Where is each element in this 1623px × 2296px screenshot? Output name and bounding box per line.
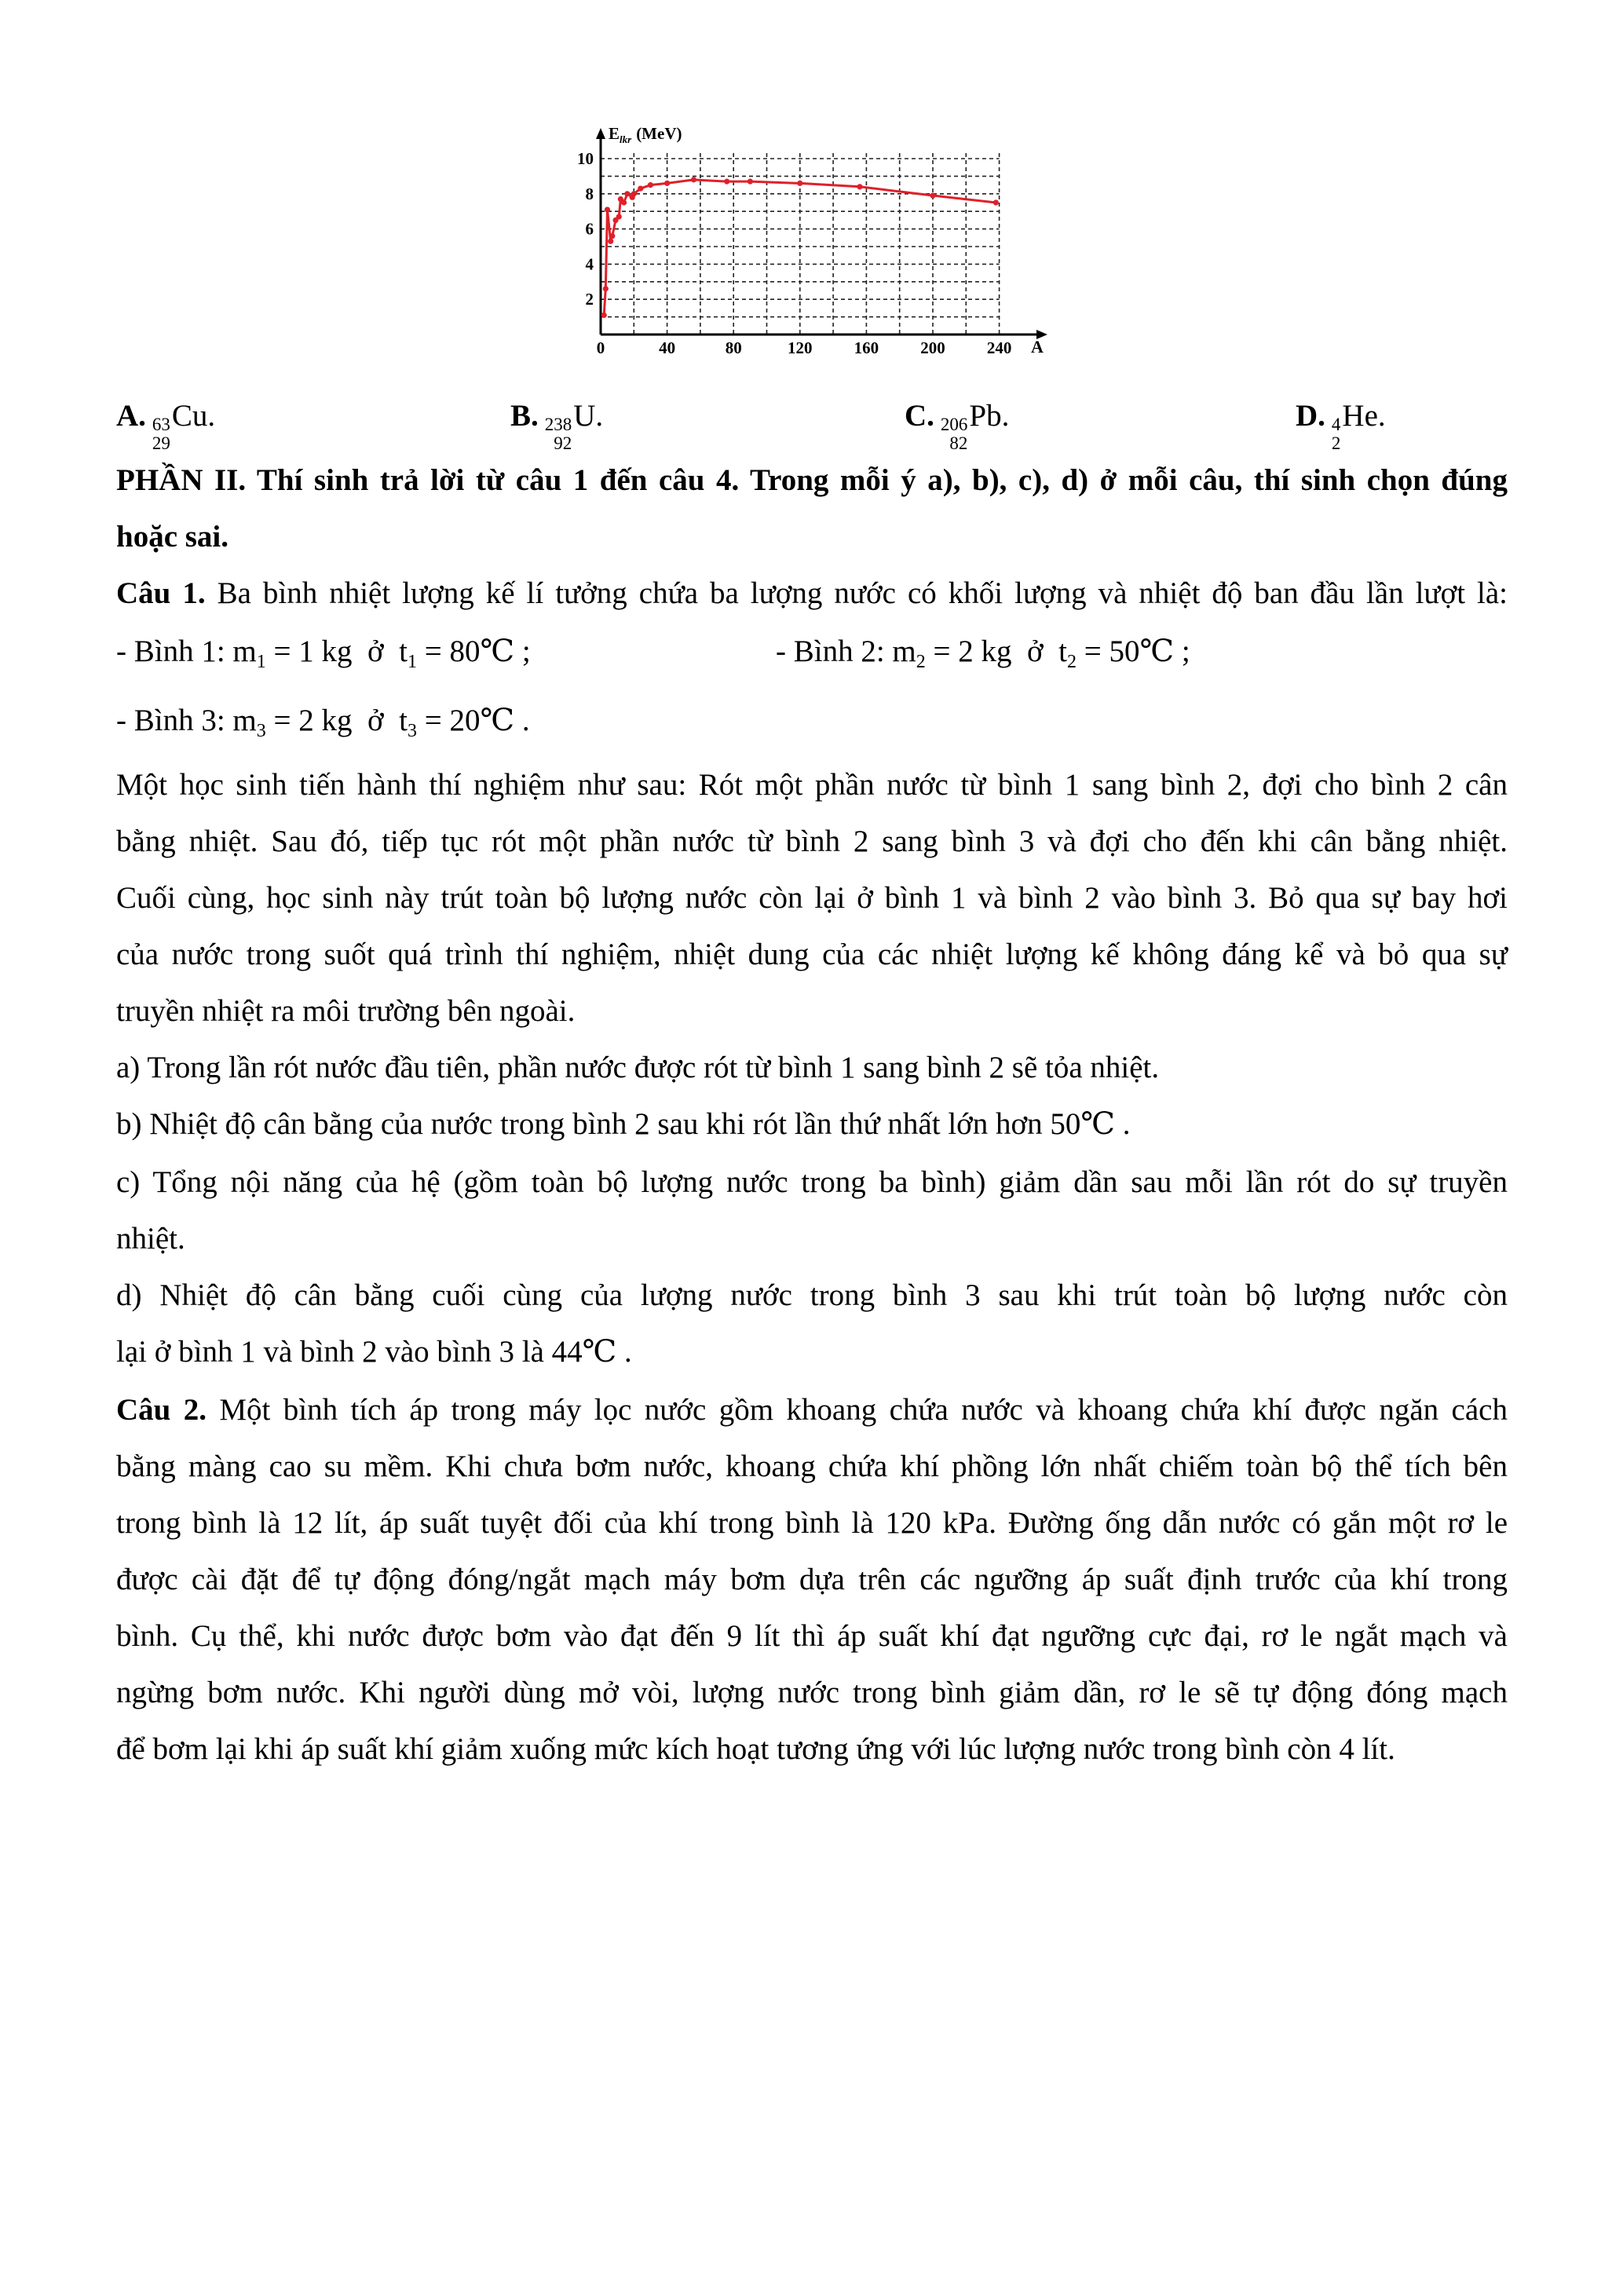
x-tick-label: 0 [596, 338, 605, 357]
option-a[interactable] [116, 388, 215, 453]
y-tick-labels [577, 149, 594, 309]
x-tick-labels [597, 338, 1012, 357]
cau2-line3: trong bình là 12 lít, áp suất tuyệt đối của khí trong bình là 120 kPa. Đường ống dẫn nước có gắn một rơ le [116, 1506, 1508, 1540]
cau1-statement-a[interactable]: a) Trong lần rót nước đầu tiên, phần nước được rót từ bình 1 sang bình 2 sẽ tỏa nhiệt. [116, 1051, 1160, 1084]
isotope-numbers [152, 415, 170, 453]
part2-heading-line1: PHẦN II. Thí sinh trả lời từ câu 1 đến câu 4. Trong mỗi ý a), b), c), d) ở mỗi câu, thí sinh chọn đúng [116, 463, 1508, 497]
mass-symbol: m [232, 704, 257, 737]
binh1-line [116, 623, 531, 690]
mass-value: = 1 kg ở [265, 634, 400, 668]
atomic-number: 29 [152, 433, 170, 453]
data-point [609, 233, 615, 239]
temp-symbol: t [1058, 634, 1067, 668]
cau2-line4: được cài đặt để tự động đóng/ngắt mạch máy bơm dựa trên các ngưỡng áp suất định trước của khí trong [116, 1563, 1508, 1596]
cau1-statement-c-line1[interactable]: c) Tổng nội năng của hệ (gồm toàn bộ lượng nước trong ba bình) giảm dần sau mỗi lần rót do sự truyền [116, 1165, 1508, 1199]
binh3-line [116, 693, 530, 759]
cau2-line6: ngừng bơm nước. Khi người dùng mở vòi, lượng nước trong bình giảm dần, rơ le sẽ tự động đóng mạch [116, 1676, 1508, 1709]
y-tick-label: 10 [577, 149, 594, 168]
cau1-para-line3: Cuối cùng, học sinh này trút toàn bộ lượng nước còn lại ở bình 1 và bình 2 vào bình 3. Bỏ qua sự bay hơi [116, 881, 1508, 915]
x-tick-label: 240 [986, 338, 1012, 357]
cau1-statement-c-line2: nhiệt. [116, 1222, 185, 1256]
option-d[interactable] [1296, 388, 1386, 453]
data-point [605, 207, 610, 212]
isotope-numbers [941, 415, 968, 453]
cau1-para-line2: bằng nhiệt. Sau đó, tiếp tục rót một phần nước từ bình 2 sang bình 3 và đợi cho đến khi cân bằng nhiệt. [116, 824, 1508, 858]
data-point [616, 214, 622, 219]
cau2-first-text: Một bình tích áp trong máy lọc nước gồm khoang chứa nước và khoang chứa khí được ngăn cách [206, 1393, 1508, 1427]
element-symbol: U. [573, 399, 604, 433]
y-axis-label: $E_{lkr}$ (MeV) [609, 124, 682, 145]
cau1-intro [116, 565, 1508, 622]
temp-value: = 80℃ ; [416, 634, 531, 668]
chart-axes [596, 128, 1047, 339]
cau1-para-line5: truyền nhiệt ra môi trường bên ngoài. [116, 994, 576, 1028]
element-symbol: Cu. [171, 399, 216, 433]
y-tick-label: 6 [585, 219, 594, 239]
x-axis-label: A [1031, 337, 1044, 356]
binh3-prefix: - Bình 3: [116, 704, 233, 737]
question-label: Câu 2. [116, 1393, 207, 1427]
data-point [724, 179, 729, 185]
mass-symbol: m [892, 634, 916, 668]
temp-subscript: 2 [1066, 652, 1077, 672]
data-point [797, 181, 802, 186]
data-point [601, 313, 607, 318]
atomic-number: 92 [554, 433, 572, 453]
cau1-statement-b[interactable]: b) Nhiệt độ cân bằng của nước trong bình 2 sau khi rót lần thứ nhất lớn hơn 50℃ . [116, 1107, 1131, 1141]
x-tick-label: 120 [788, 338, 813, 357]
atomic-number: 2 [1331, 433, 1341, 453]
binding-energy-chart [550, 118, 1052, 361]
cau1-statement-d-line1[interactable]: d) Nhiệt độ cân bằng cuối cùng của lượng nước trong bình 3 sau khi trút toàn bộ lượng nước còn [116, 1278, 1508, 1312]
y-tick-label: 2 [585, 290, 594, 309]
data-point [648, 182, 653, 188]
y-axis-arrow [596, 128, 605, 139]
element-symbol: He. [1342, 399, 1386, 433]
x-tick-label: 40 [659, 338, 676, 357]
cau2-line2: bằng màng cao su mềm. Khi chưa bơm nước, khoang chứa khí phồng lớn nhất chiếm toàn bộ thể tích bên [116, 1450, 1508, 1483]
mass-subscript: 1 [256, 652, 266, 672]
option-label: C. [905, 399, 934, 433]
data-point [603, 286, 609, 291]
atomic-number: 82 [949, 433, 968, 453]
data-point [621, 199, 627, 205]
cau1-statement-d-line2: lại ở bình 1 và bình 2 vào bình 3 là 44℃ . [116, 1335, 632, 1369]
temp-value: = 50℃ ; [1076, 634, 1190, 668]
option-label: B. [510, 399, 539, 433]
mass-symbol: m [232, 634, 257, 668]
data-point [930, 192, 935, 198]
mass-number: 206 [940, 415, 968, 434]
binh2-line [776, 623, 1190, 690]
x-tick-label: 80 [725, 338, 742, 357]
y-tick-label: 8 [585, 184, 594, 203]
isotope-numbers [1332, 415, 1341, 453]
data-point [691, 177, 696, 182]
question-label: Câu 1. [116, 576, 206, 610]
x-tick-label: 200 [920, 338, 945, 357]
temp-symbol: t [399, 704, 408, 737]
cau1-para-line4: của nước trong suốt quá trình thí nghiệm, nhiệt dung của các nhiệt lượng kế không đáng kể và bỏ qua sự [116, 938, 1508, 971]
mass-subscript: 3 [256, 721, 266, 741]
data-point [638, 185, 643, 191]
element-symbol: Pb. [969, 399, 1010, 433]
cau2-line5: bình. Cụ thể, khi nước được bơm vào đạt đến 9 lít thì áp suất khí đạt ngưỡng cực đại, rơ le ngắt mạch và [116, 1619, 1508, 1653]
option-label: D. [1296, 399, 1325, 433]
mass-value: = 2 kg ở [265, 704, 400, 737]
temp-subscript: 1 [407, 652, 417, 672]
mass-subscript: 2 [916, 652, 926, 672]
cau2-line1 [116, 1382, 1508, 1439]
data-point [748, 179, 753, 185]
mass-number: 4 [1331, 415, 1341, 434]
temp-subscript: 3 [407, 721, 417, 741]
temp-symbol: t [399, 634, 408, 668]
chart-grid [601, 153, 1000, 335]
isotope-numbers [545, 415, 572, 453]
option-label: A. [116, 399, 146, 433]
mass-number: 238 [544, 415, 572, 434]
cau1-para-line1: Một học sinh tiến hành thí nghiệm như sau: Rót một phần nước từ bình 1 sang bình 2, đợi cho bình 2 cân [116, 768, 1508, 802]
cau1-intro-text: Ba bình nhiệt lượng kế lí tưởng chứa ba lượng nước có khối lượng và nhiệt độ ban đầu lần lượt là: [205, 576, 1508, 610]
y-tick-label: 4 [585, 254, 594, 274]
binh1-prefix: - Bình 1: [116, 634, 233, 668]
binh2-prefix: - Bình 2: [776, 634, 893, 668]
temp-value: = 20℃ . [416, 704, 530, 737]
data-point [857, 184, 862, 189]
data-point [993, 199, 999, 205]
mass-number: 63 [152, 415, 170, 434]
data-point [631, 191, 637, 196]
data-point [608, 239, 613, 244]
data-point [624, 191, 630, 196]
option-b[interactable] [510, 388, 603, 453]
mass-value: = 2 kg ở [925, 634, 1059, 668]
option-c[interactable] [905, 388, 1009, 453]
x-tick-label: 160 [854, 338, 879, 357]
data-point [664, 181, 670, 186]
part2-heading-line2: hoặc sai. [116, 520, 229, 554]
cau2-line7: để bơm lại khi áp suất khí giảm xuống mức kích hoạt tương ứng với lúc lượng nước trong bình còn 4 lít. [116, 1732, 1395, 1766]
